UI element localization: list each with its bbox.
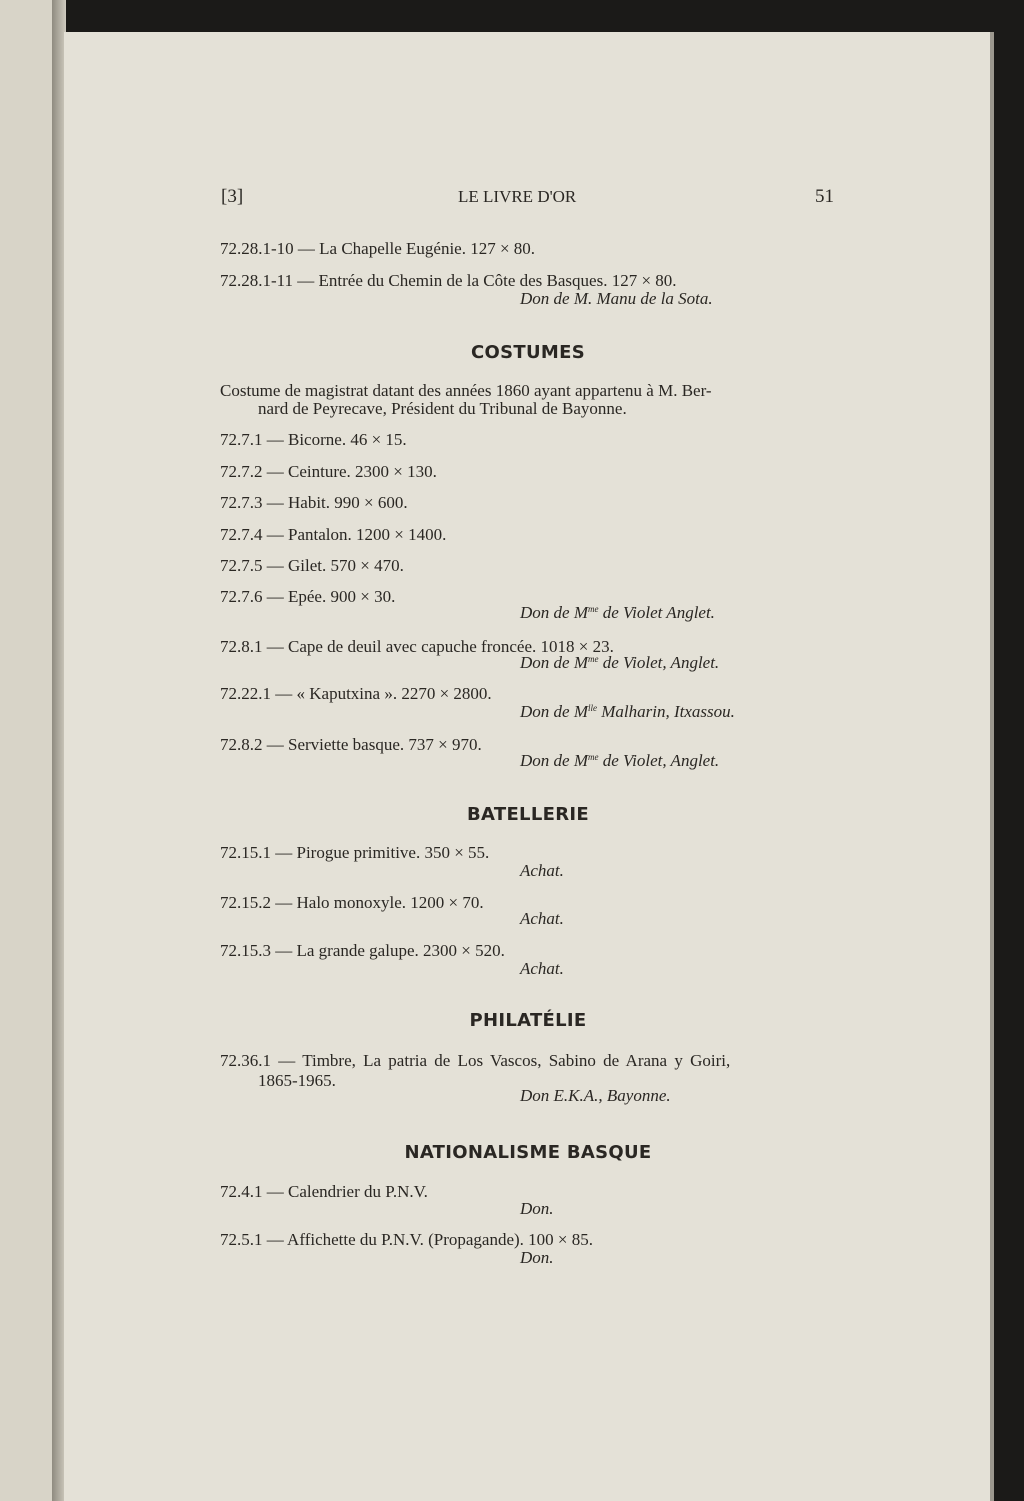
donor-note: Don de $M^{lle}$ Malharin, Itxassou.	[520, 702, 735, 721]
donor-note: Don.	[520, 1248, 554, 1267]
donor-note: Achat.	[520, 959, 564, 978]
donor-note: Don E.K.A., Bayonne.	[520, 1086, 671, 1105]
donor-note: Don de $M^{me}$ de Violet, Anglet.	[520, 653, 720, 672]
donor-note: Don de M. Manu de la Sota.	[520, 289, 713, 308]
donor-note: Achat.	[520, 909, 564, 928]
costume-intro-cont: nard de Peyrecave, Président du Tribunal de Bayonne.	[258, 399, 627, 418]
catalog-entry: 72.15.2 — Halo monoxyle. 1200 × 70.	[220, 893, 484, 912]
section-heading-costumes: COSTUMES	[471, 342, 585, 363]
catalog-entry: 72.7.4 — Pantalon. 1200 × 1400.	[220, 525, 447, 544]
catalog-entry: 72.7.5 — Gilet. 570 × 470.	[220, 556, 404, 575]
catalog-entry: 72.7.3 — Habit. 990 × 600.	[220, 493, 408, 512]
catalog-entry: 72.8.1 — Cape de deuil avec capuche froncée. 1018 × 23.	[220, 637, 614, 656]
catalog-entry: 72.8.2 — Serviette basque. 737 × 970.	[220, 735, 482, 754]
catalog-entry-cont: 1865-1965.	[258, 1071, 336, 1090]
page-edge	[990, 32, 994, 1501]
costume-intro: Costume de magistrat datant des années 1860 ayant appartenu à M. Ber-	[220, 381, 712, 400]
catalog-entry: 72.4.1 — Calendrier du P.N.V.	[220, 1182, 428, 1201]
donor-note: Don.	[520, 1199, 554, 1218]
catalog-entry: 72.22.1 — « Kaputxina ». 2270 × 2800.	[220, 684, 492, 703]
facing-page-edge	[0, 0, 52, 1501]
catalog-entry: 72.28.1-10 — La Chapelle Eugénie. 127 × 80.	[220, 239, 536, 258]
catalog-entry: 72.7.1 — Bicorne. 46 × 15.	[220, 430, 407, 449]
catalog-entry: 72.15.3 — La grande galupe. 2300 × 520.	[220, 941, 505, 960]
donor-note: Don de $M^{me}$ de Violet, Anglet.	[520, 751, 720, 770]
section-heading-batellerie: BATELLERIE	[467, 804, 589, 825]
catalog-entry: 72.7.2 — Ceinture. 2300 × 130.	[220, 462, 437, 481]
running-title: LE LIVRE D'OR	[458, 187, 577, 206]
donor-note: Don de $M^{me}$ de Violet Anglet.	[520, 603, 715, 622]
donor-note: Achat.	[520, 861, 564, 880]
page-number: 51	[815, 186, 834, 207]
catalog-entry: 72.7.6 — Epée. 900 × 30.	[220, 587, 396, 606]
section-number: [3]	[221, 186, 244, 207]
catalog-entry: 72.15.1 — Pirogue primitive. 350 × 55.	[220, 843, 490, 862]
section-heading-philatelie: PHILATÉLIE	[469, 1010, 587, 1031]
catalog-entry: 72.5.1 — Affichette du P.N.V. (Propagande). 100 × 85.	[220, 1230, 594, 1249]
catalog-entry: 72.36.1 — Timbre, La patria de Los Vascos, Sabino de Arana y Goiri,	[220, 1051, 731, 1070]
section-heading-nationalisme: NATIONALISME BASQUE	[404, 1142, 652, 1163]
catalog-entry: 72.28.1-11 — Entrée du Chemin de la Côte des Basques. 127 × 80.	[220, 271, 677, 290]
